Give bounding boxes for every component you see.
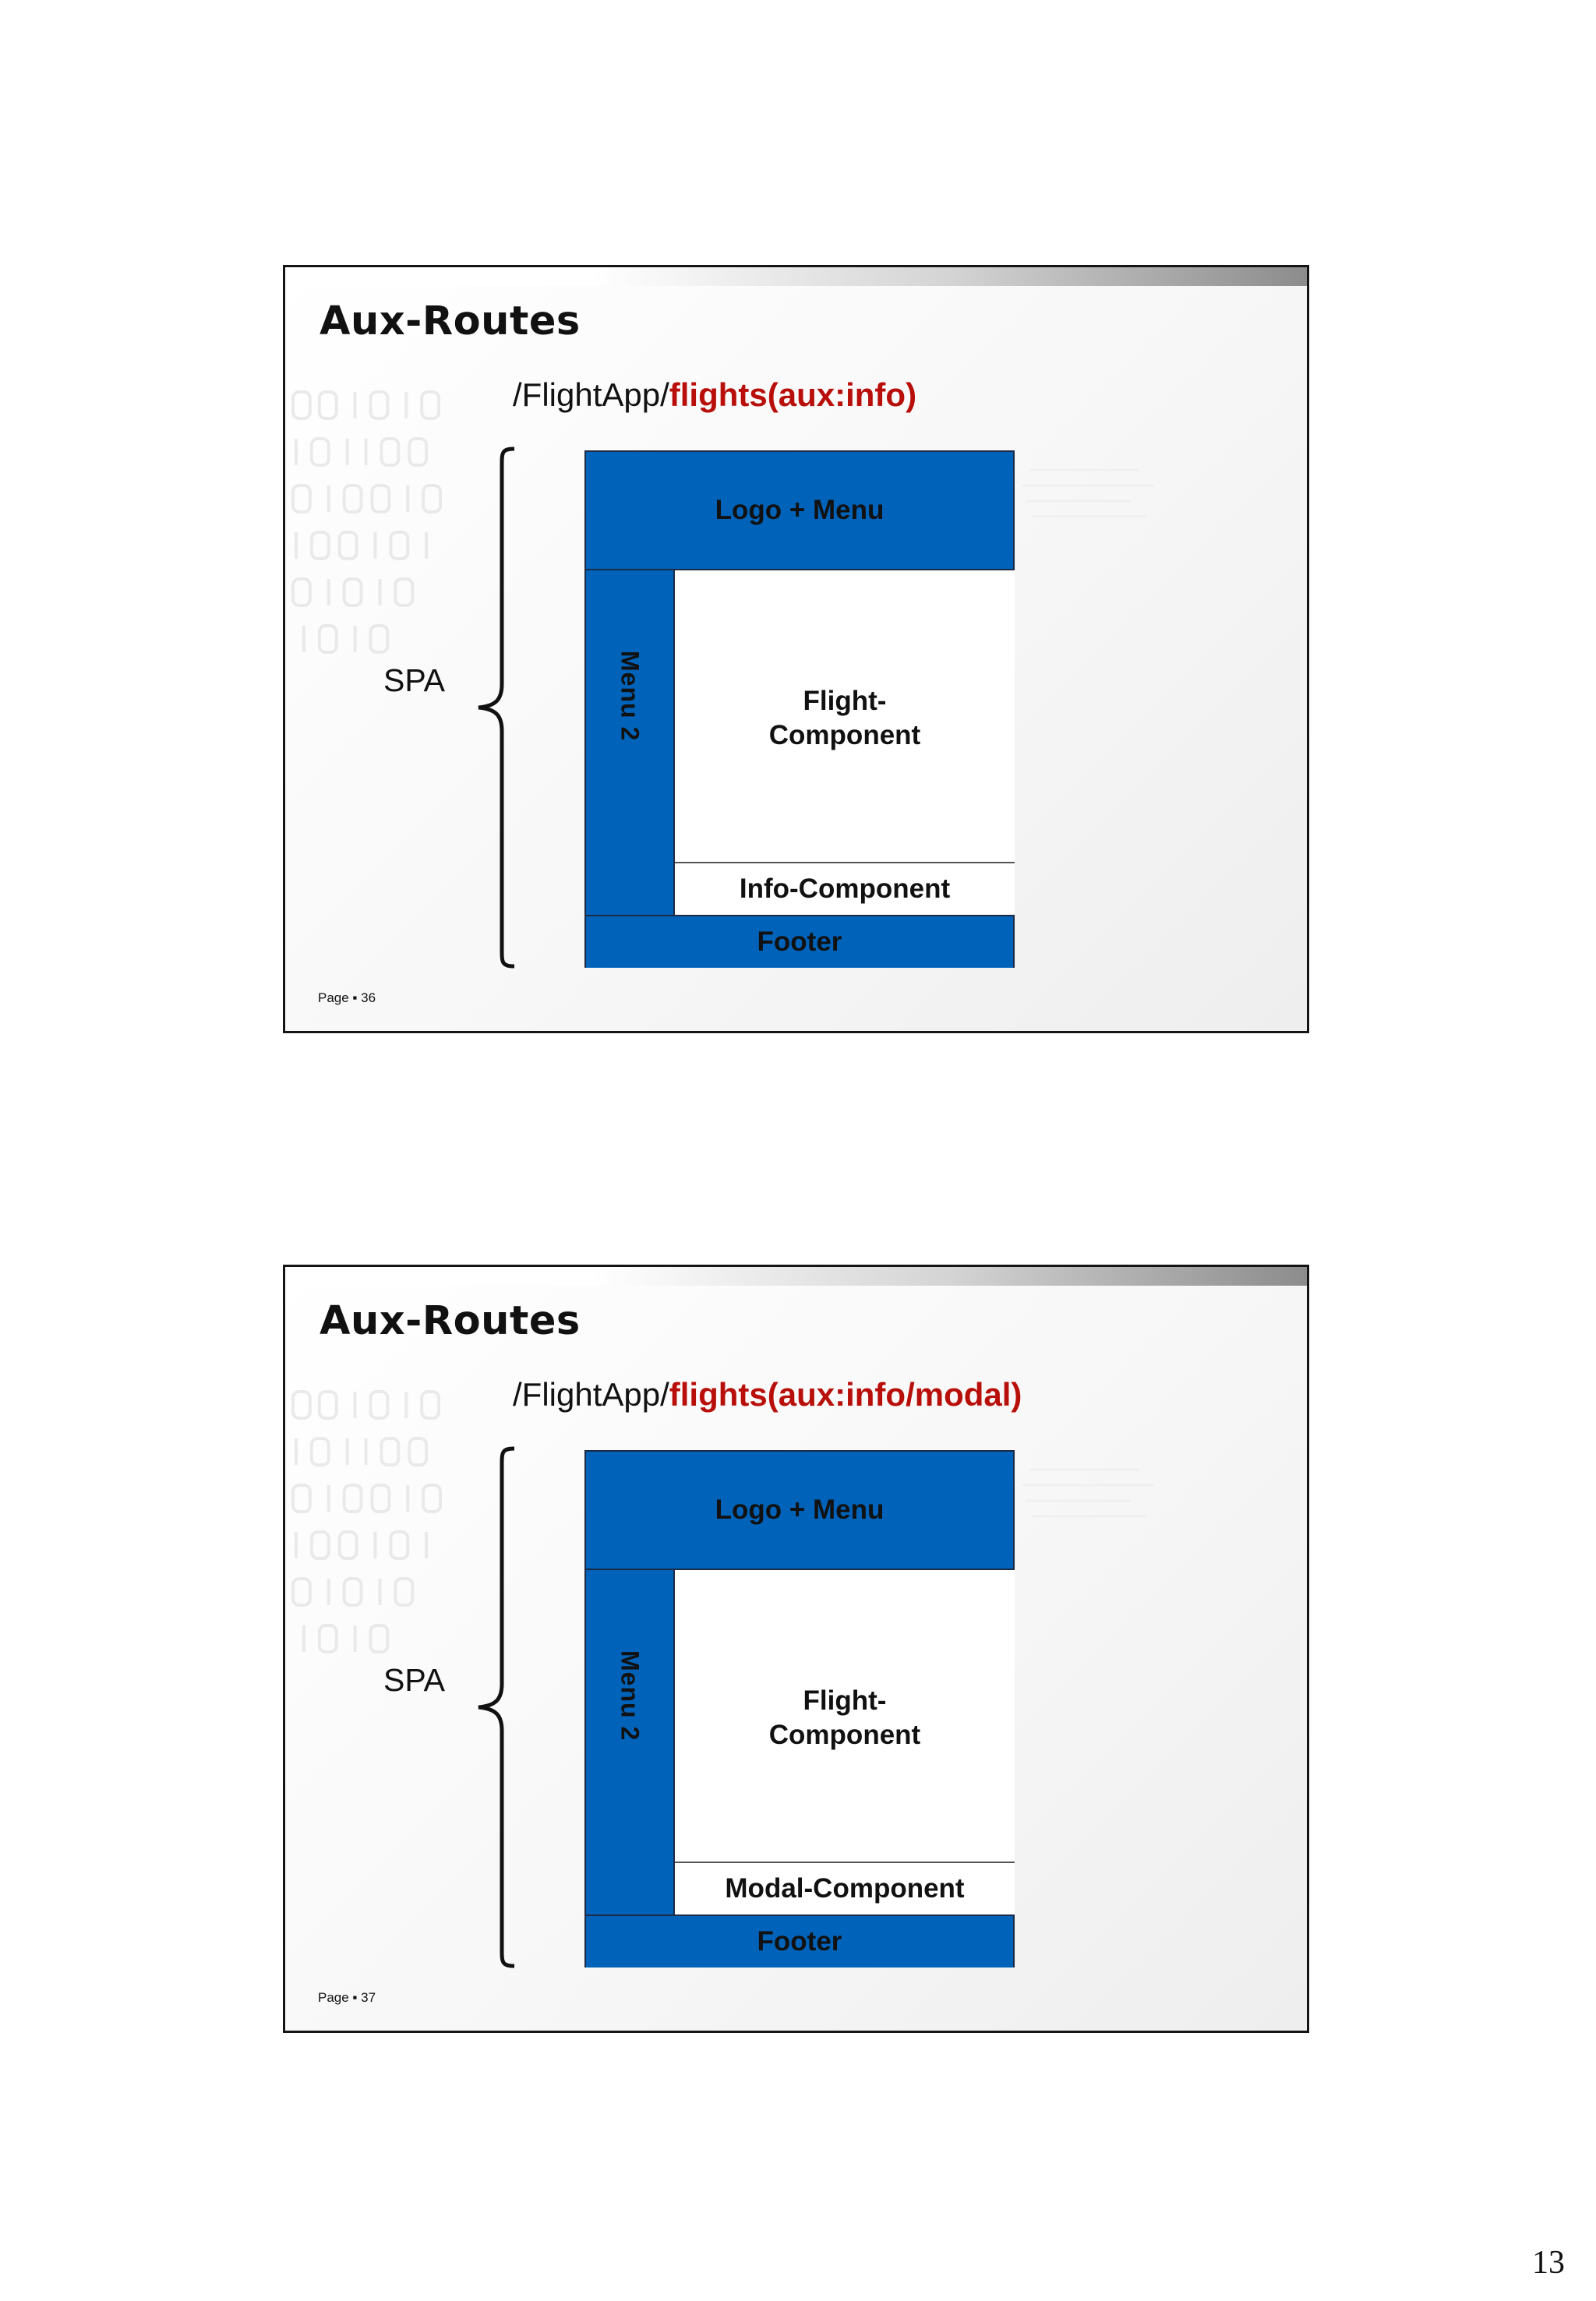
logo-menu-region bbox=[586, 452, 1013, 570]
aux-component-label: Info-Component bbox=[739, 873, 951, 904]
page-number: Page ▪ 36 bbox=[318, 990, 376, 1005]
slide-title: Aux-Routes bbox=[320, 1298, 581, 1344]
logo-menu-label: Logo + Menu bbox=[715, 495, 885, 525]
route-url-highlight: flights(aux:info) bbox=[669, 376, 917, 413]
flight-component-label-line2: Component bbox=[768, 1720, 921, 1750]
logo-menu-label: Logo + Menu bbox=[715, 1495, 885, 1525]
slide-title: Aux-Routes bbox=[320, 298, 581, 344]
route-url-prefix: /FlightApp/ bbox=[513, 1376, 669, 1413]
spa-layout-diagram bbox=[584, 1450, 1015, 1967]
footer-region bbox=[586, 1915, 1013, 1967]
footer-label: Footer bbox=[757, 926, 842, 957]
slide-top-bar bbox=[285, 1267, 1307, 1286]
menu2-label: Menu 2 bbox=[616, 650, 644, 742]
menu2-region bbox=[586, 1570, 675, 1915]
spa-label: SPA bbox=[383, 662, 445, 698]
sheet-page-number: 13 bbox=[1532, 2245, 1565, 2281]
menu2-label: Menu 2 bbox=[616, 1650, 644, 1742]
modal-component-region bbox=[675, 1863, 1015, 1915]
footer-region bbox=[586, 915, 1013, 968]
flight-component-region bbox=[675, 1570, 1015, 1863]
slide-37 bbox=[283, 1265, 1309, 2033]
aux-component-region bbox=[675, 863, 1015, 915]
flight-component-label bbox=[769, 684, 920, 753]
flight-component-region bbox=[675, 570, 1015, 863]
spa-brace bbox=[472, 1446, 519, 1968]
spa-layout-diagram bbox=[584, 450, 1015, 968]
route-url-prefix: /FlightApp/ bbox=[513, 376, 669, 413]
flight-component-label-line1: Flight- bbox=[803, 686, 887, 716]
footer-label: Footer bbox=[757, 1926, 842, 1957]
spa-brace bbox=[472, 446, 519, 969]
slide-top-bar bbox=[285, 267, 1307, 286]
menu2-region bbox=[586, 570, 675, 915]
flight-component-label bbox=[769, 1684, 920, 1752]
page-number: Page ▪ 37 bbox=[318, 1990, 376, 2005]
flight-component-label-line1: Flight- bbox=[803, 1685, 887, 1716]
spa-label: SPA bbox=[383, 1662, 445, 1698]
route-url bbox=[513, 1376, 1022, 1413]
modal-component-label: Modal-Component bbox=[725, 1873, 965, 1904]
logo-menu-region bbox=[586, 1452, 1013, 1570]
route-url-highlight: flights(aux:info/modal) bbox=[669, 1376, 1022, 1413]
flight-component-label-line2: Component bbox=[768, 720, 921, 750]
route-url bbox=[513, 376, 916, 414]
slide-36 bbox=[283, 265, 1309, 1033]
